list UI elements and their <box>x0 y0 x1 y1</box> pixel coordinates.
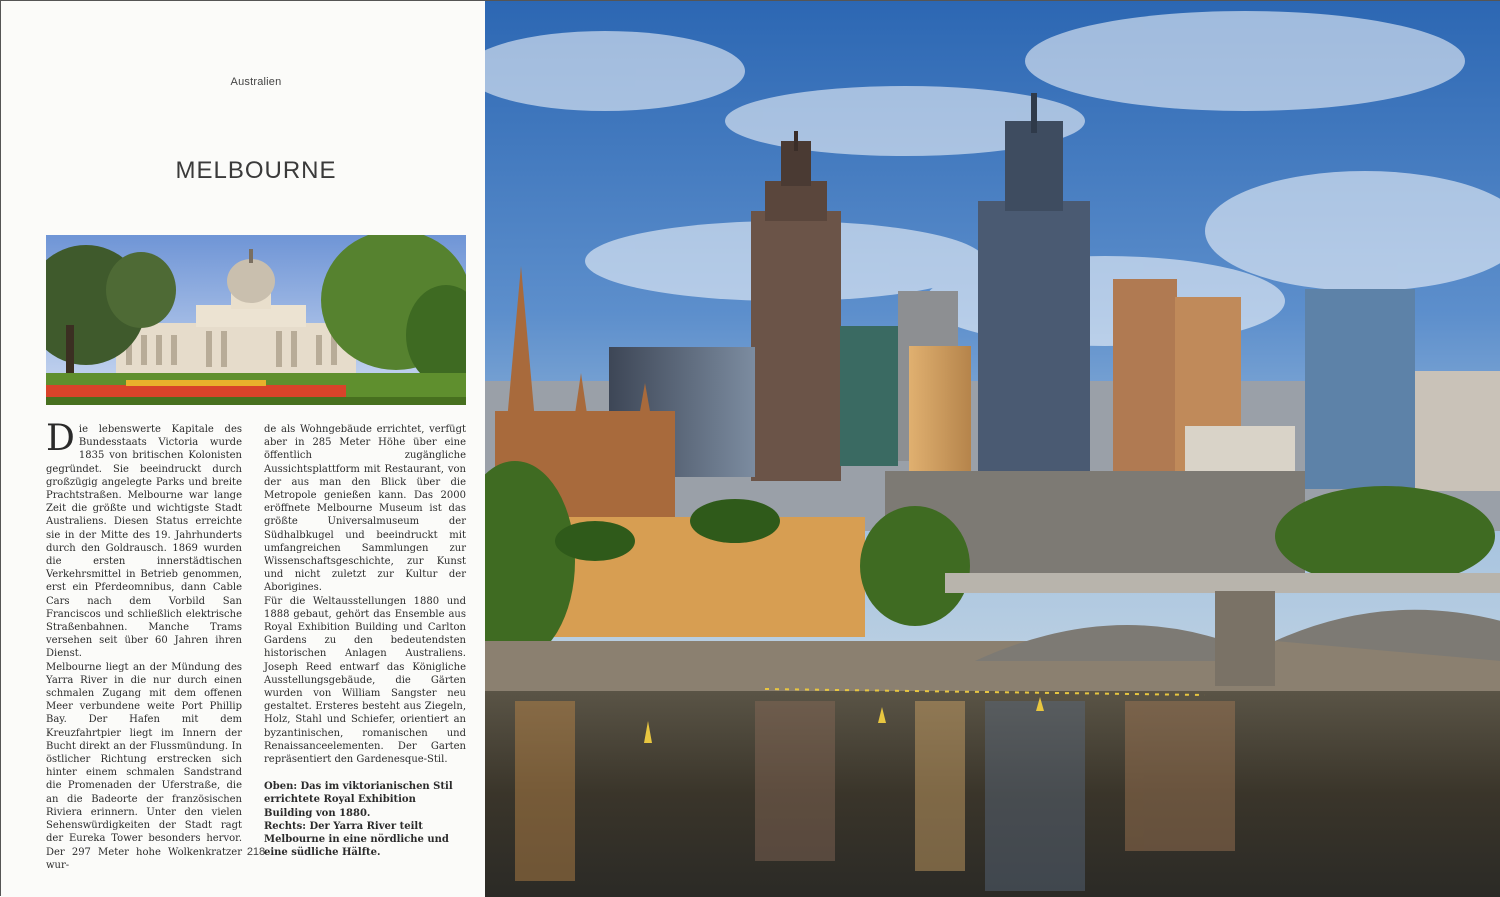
page-title: MELBOURNE <box>175 157 337 184</box>
paragraph-eureka: de als Wohngebäude errichtet, verfügt aber in 285 Meter Höhe über eine öffentlich zugängliche Aussichtsplattform mit Restaurant, von der aus man den Blick über die Metropole genießen kann. Das 2000 eröffnete Melbourne Museum ist das größte Universalmuseum der Südhalbkugel und beeindruckt mit umfangreichen Sammlungen zur Wissenschaftsgeschichte, zur Kunst und nicht zuletzt zur Kultur der Aborigines. <box>264 424 466 594</box>
dropcap: D <box>46 418 75 459</box>
page-number: 218 <box>246 846 266 858</box>
paragraph-yarra: Melbourne liegt an der Mündung des Yarra River in die nur durch einen schmalen Zugang mit dem offenen Meer verbundene weite Port Phillip Bay. Der Hafen mit dem Kreuzfahrtpier liegt im Innern der Bucht direkt an der Flussmündung. In östlicher Richtung erstrecken sich hinter einem schmalen Sandstrand die Promenaden der Uferstraße, die an die Badeorte der französischen Riviera erinnern. Unter den vielen Sehenswürdigkeiten der Stadt ragt der Eureka Tower besonders hervor. Der 297 Meter hohe Wolkenkratzer wur- <box>46 661 242 871</box>
running-head: Australien <box>230 76 282 88</box>
caption-right: Rechts: Der Yarra River teilt Melbourne in eine nördliche und eine südliche Hälfte. <box>264 820 449 859</box>
text-column-left <box>46 418 242 872</box>
left-page <box>1 1 485 897</box>
exhibition-building-photo <box>46 235 466 405</box>
paragraph-intro-text: ie lebenswerte Kapitale des Bundesstaats Victoria wurde 1835 von britischen Kolonisten gegründet. Sie beeindruckt durch großzügig angelegte Parks und breite Prachtstraßen. Melbourne war lange Zeit die größte und wichtigste Stadt Australiens. Diesen Status erreichte sie in der Mitte des 19. Jahrhunderts durch den Goldrausch. 1869 wurden die ersten innerstädtischen Verkehrsmittel in Betrieb genommen, erst ein Pferdeomnibus, dann Cable Cars nach dem Vorbild San Franciscos und schließlich elektrische Straßenbahnen. Manche Trams versehen seit über 60 Jahren ihren Dienst. <box>46 424 242 660</box>
paragraph-exhibition: Für die Weltausstellungen 1880 und 1888 gebaut, gehört das Ensemble aus Royal Exhibition Building und Carlton Gardens zu den bedeutendsten historischen Anlagen Australiens. Joseph Reed entwarf das Königliche Ausstellungsgebäude, die Gärten wurden von William Sangster neu gestaltet. Ersteres besteht aus Ziegeln, Holz, Stahl und Schiefer, orientiert an byzantinischen, romanischen und Renaissanceelementen. Der Garten repräsentiert den Gardenesque-Stil. <box>264 595 466 766</box>
paragraph-intro <box>46 418 242 661</box>
caption-top: Oben: Das im viktorianischen Stil errichtete Royal Exhibition Building von 1880. <box>264 781 453 819</box>
text-column-right <box>264 423 466 860</box>
melbourne-skyline-photo <box>485 1 1500 897</box>
